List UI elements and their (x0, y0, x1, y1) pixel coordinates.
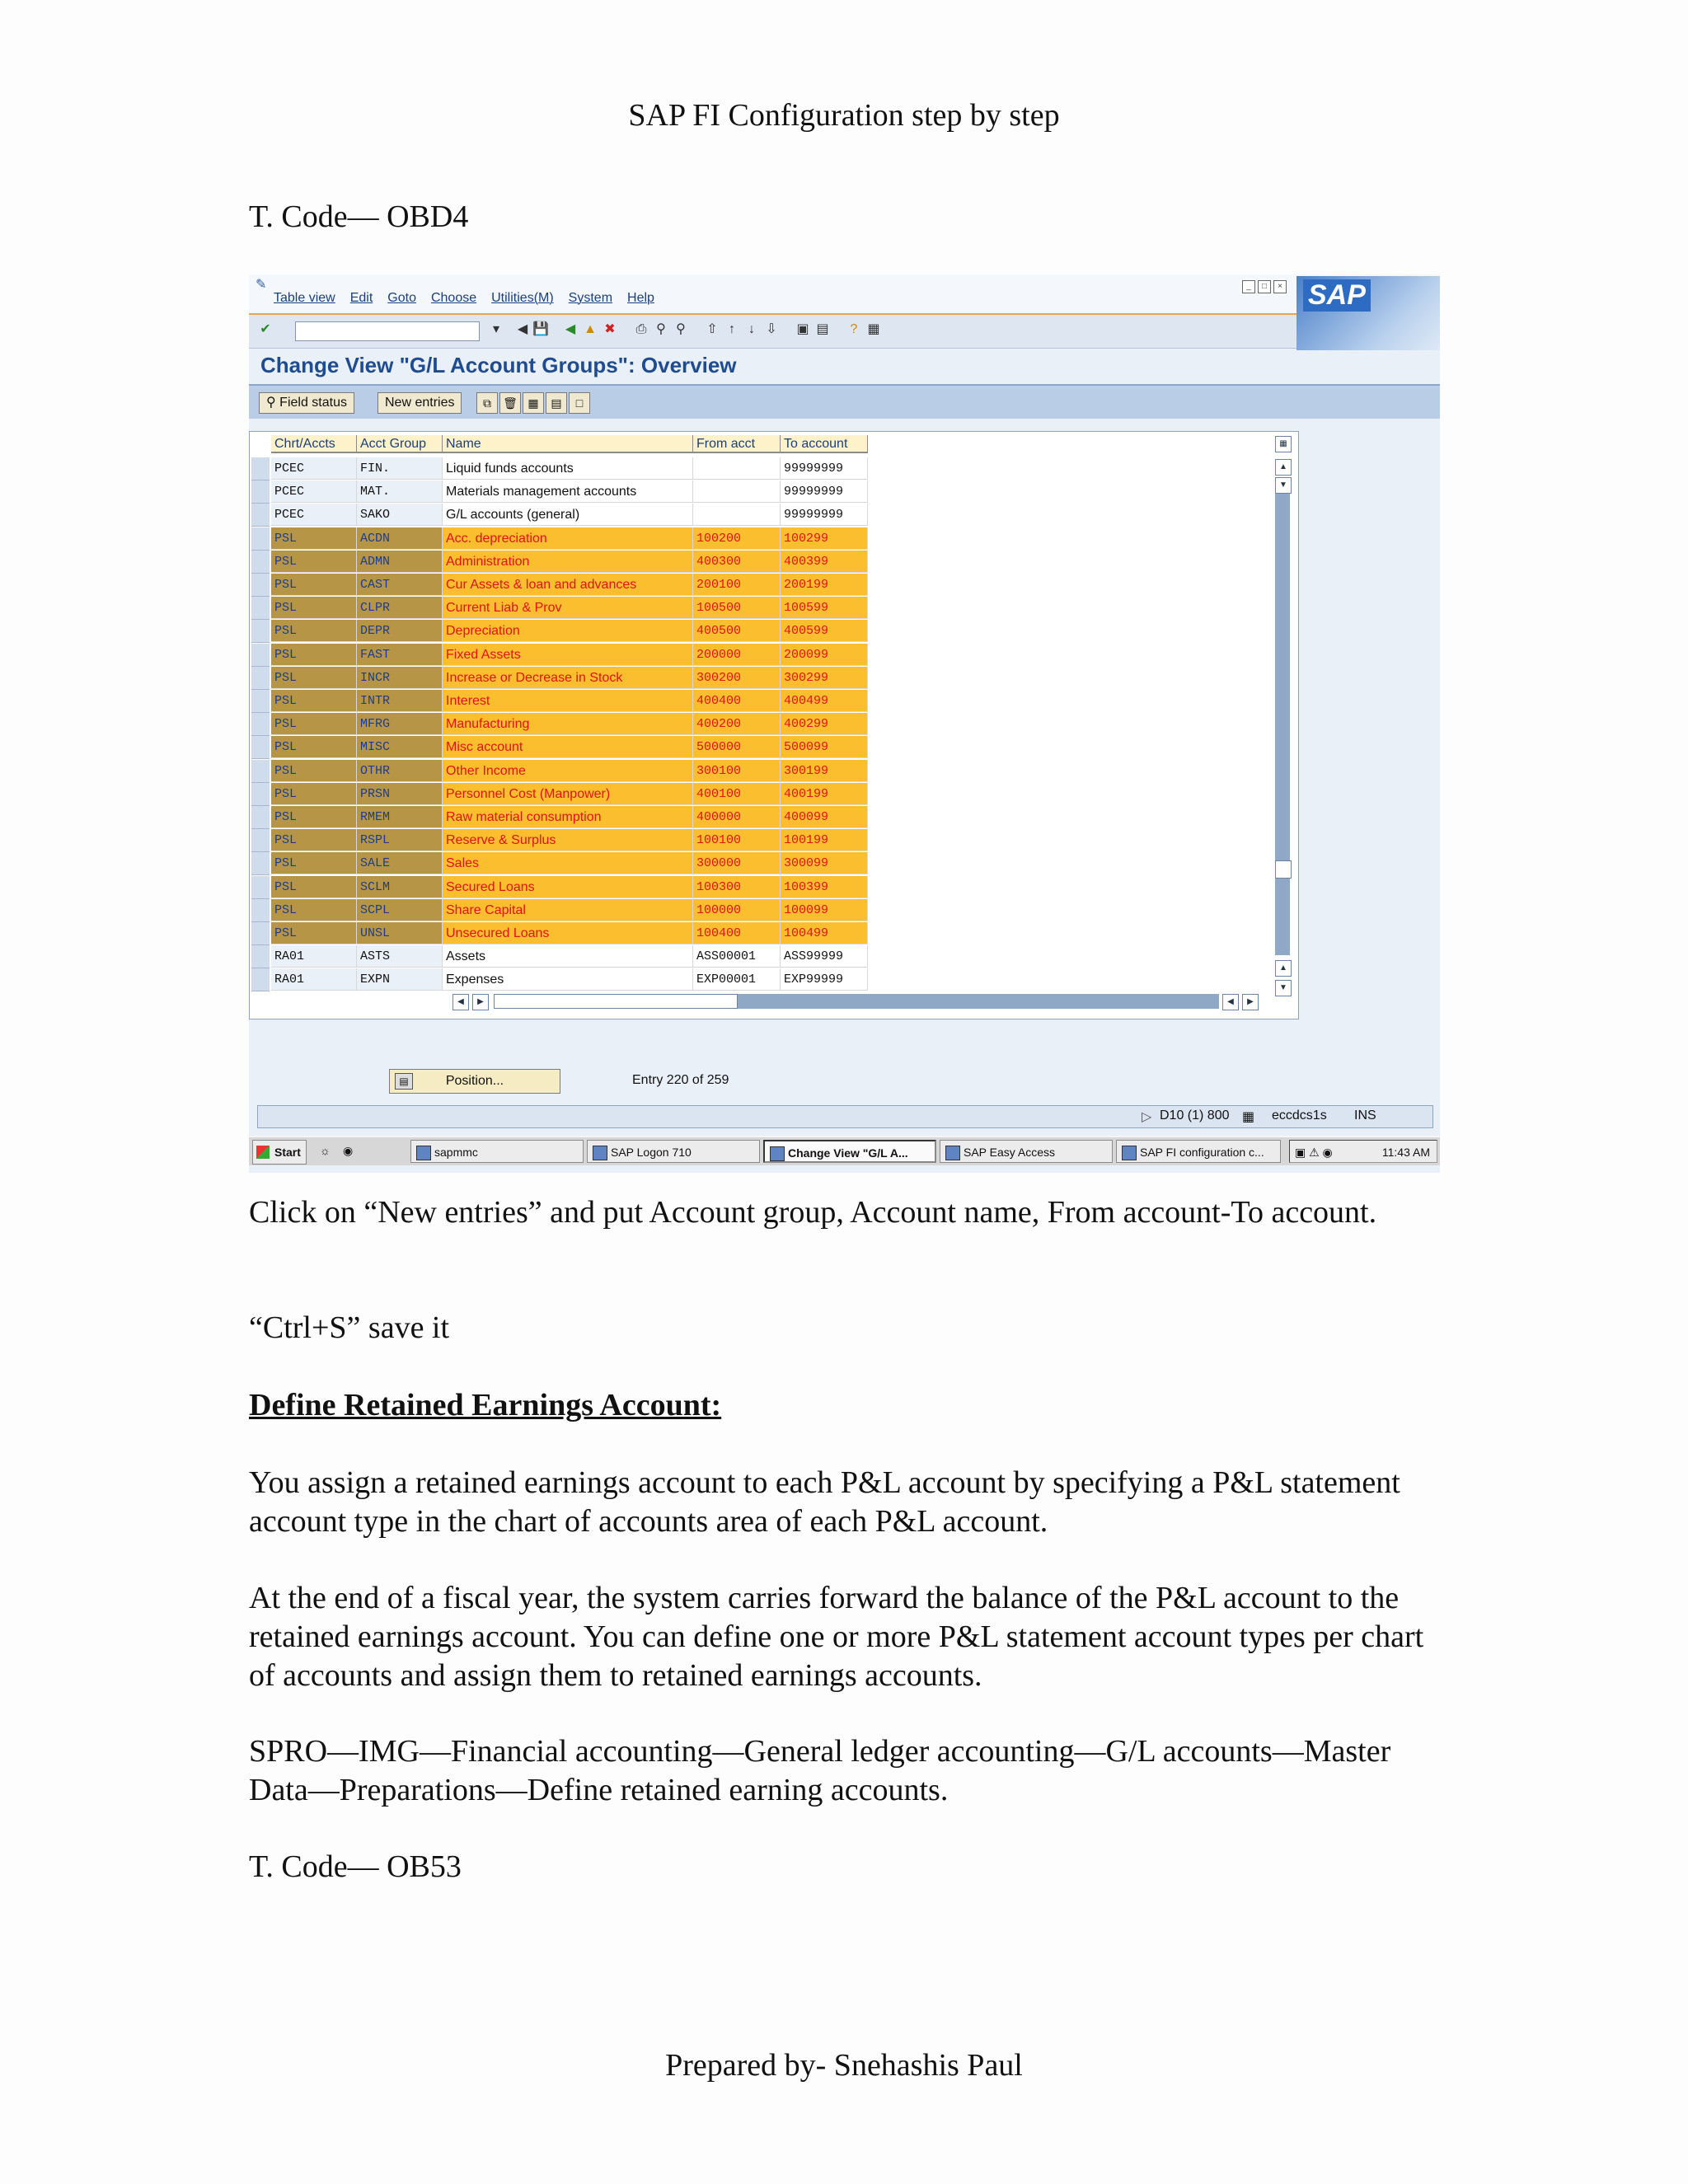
cell-chart[interactable]: PSL (271, 574, 357, 596)
window-buttons (1242, 278, 1289, 293)
cell-name[interactable]: Personnel Cost (Manpower) (443, 783, 693, 805)
cell-from[interactable]: 300000 (693, 852, 781, 874)
last-page-icon[interactable]: ⇩ (766, 322, 777, 336)
cell-to[interactable]: 300299 (781, 667, 868, 689)
cell-from[interactable]: 200100 (693, 574, 781, 596)
cell-to[interactable]: 100099 (781, 899, 868, 921)
cell-chart[interactable]: PSL (271, 876, 357, 898)
insert-mode: INS (1354, 1108, 1376, 1122)
cell-to[interactable]: 100399 (781, 876, 868, 898)
cell-chart[interactable]: PSL (271, 829, 357, 851)
horizontal-scroll-thumb[interactable] (494, 994, 738, 1009)
cell-to[interactable]: 500099 (781, 736, 868, 758)
paragraph-save: “Ctrl+S” save it (249, 1310, 450, 1345)
print-icon[interactable]: ⎙ (635, 322, 647, 336)
cell-chart[interactable]: PSL (271, 597, 357, 619)
cell-chart[interactable]: PSL (271, 922, 357, 944)
cell-from[interactable]: 400500 (693, 620, 781, 642)
field-status-button[interactable]: ⚲ Field status (259, 392, 354, 414)
cancel-icon[interactable]: ✖ (604, 322, 616, 336)
cell-chart[interactable]: RA01 (271, 945, 357, 968)
menu-item[interactable]: Edit (349, 291, 373, 305)
new-session-icon[interactable]: ▣ (796, 322, 809, 336)
find-next-icon[interactable]: ⚲ (676, 322, 686, 336)
column-header[interactable]: Name (443, 435, 693, 453)
close-window-icon[interactable]: × (1273, 280, 1287, 293)
cell-from[interactable] (693, 480, 781, 503)
menu-item[interactable]: Table view (274, 291, 335, 305)
cell-name[interactable]: Interest (443, 690, 693, 712)
cell-group[interactable]: SCPL (357, 899, 443, 921)
scroll-down-bottom-icon[interactable]: ▼ (1275, 980, 1292, 996)
cell-chart[interactable]: PCEC (271, 504, 357, 526)
vertical-scrollbar[interactable] (1273, 436, 1292, 1010)
cell-group[interactable]: INTR (357, 690, 443, 712)
cell-name[interactable]: Cur Assets & loan and advances (443, 574, 693, 596)
enter-icon[interactable]: ✔ (260, 322, 271, 336)
shortcut-icon[interactable]: ▤ (816, 322, 829, 336)
menu-item[interactable]: Choose (430, 291, 477, 305)
row-selector[interactable] (251, 644, 270, 667)
cell-to[interactable]: 400099 (781, 806, 868, 828)
cell-name[interactable]: G/L accounts (general) (443, 504, 693, 526)
scroll-thumb[interactable] (1275, 860, 1292, 879)
cell-from[interactable]: 100000 (693, 899, 781, 921)
cell-from[interactable]: 300100 (693, 760, 781, 782)
cell-group[interactable]: EXPN (357, 968, 443, 991)
row-selector[interactable] (251, 829, 270, 852)
row-selector[interactable] (251, 922, 270, 945)
windows-logo-icon (256, 1146, 270, 1159)
scroll-down-icon[interactable]: ▼ (1275, 477, 1292, 494)
entry-counter: Entry 220 of 259 (632, 1073, 729, 1087)
account-groups-table (249, 431, 1299, 1019)
cell-name[interactable]: Misc account (443, 736, 693, 758)
cell-to[interactable]: 100199 (781, 829, 868, 851)
cell-name[interactable]: Administration (443, 551, 693, 573)
cell-chart[interactable]: PCEC (271, 457, 357, 480)
menu-item[interactable]: Utilities(M) (491, 291, 554, 305)
row-selector[interactable] (251, 736, 270, 759)
back-arrow-icon[interactable]: ◀ (517, 322, 528, 336)
magnifier-icon: ⚲ (266, 396, 276, 410)
cell-to[interactable]: 99999999 (781, 504, 868, 526)
task-icon (1122, 1146, 1137, 1160)
application-toolbar (249, 384, 1440, 419)
cell-group[interactable]: MFRG (357, 713, 443, 735)
column-header[interactable]: Acct Group (357, 435, 443, 453)
column-header[interactable]: Chrt/Accts (271, 435, 357, 453)
cell-from[interactable]: 100100 (693, 829, 781, 851)
menu-item[interactable]: System (568, 291, 613, 305)
windows-taskbar (249, 1136, 1440, 1165)
cell-chart[interactable]: PSL (271, 736, 357, 758)
cell-to[interactable]: 100599 (781, 597, 868, 619)
row-selector[interactable] (251, 504, 270, 527)
tcode-obd4: T. Code— OBD4 (249, 199, 469, 234)
next-page-icon[interactable]: ↓ (748, 322, 755, 336)
status-expand-icon[interactable]: ▷ (1142, 1110, 1152, 1124)
cell-to[interactable]: 200199 (781, 574, 868, 596)
previous-page-icon[interactable]: ↑ (729, 322, 735, 336)
cell-chart[interactable]: PSL (271, 852, 357, 874)
cell-to[interactable]: 200099 (781, 644, 868, 666)
cell-from[interactable]: 400100 (693, 783, 781, 805)
scroll-left-icon[interactable]: ◀ (452, 994, 469, 1010)
task-icon (770, 1146, 785, 1161)
task-icon (416, 1146, 431, 1160)
menu-bar (249, 274, 1440, 315)
deselect-all-icon[interactable]: □ (569, 392, 590, 414)
cell-chart[interactable]: PSL (271, 551, 357, 573)
tray-icons: ▣ ⚠ ◉ (1295, 1146, 1333, 1159)
column-header[interactable]: To account (781, 435, 868, 453)
cell-group[interactable]: OTHR (357, 760, 443, 782)
cell-from[interactable]: 500000 (693, 736, 781, 758)
cell-name[interactable]: Materials management accounts (443, 480, 693, 503)
quicklaunch-browser-icon[interactable]: ◉ (343, 1144, 354, 1157)
row-selector[interactable] (251, 760, 270, 783)
cell-chart[interactable]: PSL (271, 783, 357, 805)
row-selector[interactable] (251, 620, 270, 643)
document-footer: Prepared by- Snehashis Paul (665, 2048, 1023, 2083)
system-dropdown-icon[interactable]: ▦ (1242, 1110, 1255, 1124)
row-selector[interactable] (251, 783, 270, 806)
document-header: SAP FI Configuration step by step (628, 98, 1060, 133)
menu-item[interactable]: Goto (387, 291, 416, 305)
cell-from[interactable] (693, 504, 781, 526)
row-selector[interactable] (251, 457, 270, 480)
cell-chart[interactable]: PSL (271, 806, 357, 828)
scroll-up-icon[interactable]: ▲ (1275, 459, 1292, 476)
row-selector[interactable] (251, 667, 270, 690)
row-selector[interactable] (251, 690, 270, 713)
help-icon[interactable]: ? (850, 322, 858, 336)
cell-chart[interactable]: PSL (271, 760, 357, 782)
cell-group[interactable]: CAST (357, 574, 443, 596)
row-selector[interactable] (251, 551, 270, 574)
task-icon (945, 1146, 960, 1160)
cell-to[interactable]: 100299 (781, 527, 868, 550)
cell-to[interactable]: 100499 (781, 922, 868, 944)
restore-icon[interactable]: □ (1258, 280, 1271, 293)
cell-to[interactable]: 400399 (781, 551, 868, 573)
row-selector[interactable] (251, 713, 270, 736)
row-selector[interactable] (251, 899, 270, 922)
sap-logo: SAP (1296, 276, 1440, 350)
select-all-icon[interactable]: ▦ (523, 392, 544, 414)
server-name: eccdcs1s (1272, 1108, 1327, 1122)
exit-icon[interactable]: ▲ (584, 322, 597, 336)
column-config-icon[interactable]: ▦ (1275, 436, 1292, 452)
sap-screenshot (249, 274, 1440, 1173)
section-heading: Define Retained Earnings Account: (249, 1388, 722, 1422)
row-selector[interactable] (251, 480, 270, 504)
cell-from[interactable]: 400300 (693, 551, 781, 573)
menu-items (274, 291, 669, 306)
cell-group[interactable]: UNSL (357, 922, 443, 944)
cell-group[interactable]: SCLM (357, 876, 443, 898)
cell-to[interactable]: 300199 (781, 760, 868, 782)
row-selector[interactable] (251, 876, 270, 899)
cell-name[interactable]: Increase or Decrease in Stock (443, 667, 693, 689)
cell-name[interactable]: Unsecured Loans (443, 922, 693, 944)
cell-group[interactable]: CLPR (357, 597, 443, 619)
cell-name[interactable]: Liquid funds accounts (443, 457, 693, 480)
taskbar-task[interactable]: SAP FI configuration c... (1116, 1140, 1281, 1163)
cell-chart[interactable]: PSL (271, 690, 357, 712)
cell-group[interactable]: MAT. (357, 480, 443, 503)
cell-group[interactable]: FAST (357, 644, 443, 666)
delete-icon[interactable]: 🗑 (499, 392, 521, 414)
paragraph-fiscal-year: At the end of a fiscal year, the system carries forward the balance of the P&L account to the retained earnings account. You can define one or more P&L statement account types per chart of accounts and assign them to retained earnings accounts. (249, 1581, 1424, 1693)
cell-name[interactable]: Share Capital (443, 899, 693, 921)
cell-name[interactable]: Reserve & Surplus (443, 829, 693, 851)
cell-to[interactable]: ASS99999 (781, 945, 868, 968)
cell-name[interactable]: Acc. depreciation (443, 527, 693, 550)
taskbar-task[interactable]: SAP Logon 710 (587, 1140, 760, 1163)
cell-name[interactable]: Expenses (443, 968, 693, 991)
find-icon[interactable]: ⚲ (656, 322, 666, 336)
new-entries-button[interactable]: New entries (377, 392, 462, 414)
row-selector[interactable] (251, 527, 270, 551)
scroll-up-bottom-icon[interactable]: ▲ (1275, 960, 1292, 977)
copy-icon[interactable]: ⧉ (476, 392, 498, 414)
cell-name[interactable]: Sales (443, 852, 693, 874)
task-icon (593, 1146, 607, 1160)
cell-from[interactable]: ASS00001 (693, 945, 781, 968)
cell-name[interactable]: Other Income (443, 760, 693, 782)
cell-from[interactable]: 100200 (693, 527, 781, 550)
scroll-right-end-icon[interactable]: ▶ (1242, 994, 1259, 1010)
cell-to[interactable]: EXP99999 (781, 968, 868, 991)
row-selector[interactable] (251, 806, 270, 829)
row-selector[interactable] (251, 945, 270, 968)
command-field[interactable] (295, 321, 480, 341)
cell-to[interactable]: 99999999 (781, 457, 868, 480)
cell-name[interactable]: Manufacturing (443, 713, 693, 735)
start-button[interactable]: Start (252, 1140, 307, 1165)
cell-group[interactable]: INCR (357, 667, 443, 689)
cell-to[interactable]: 400199 (781, 783, 868, 805)
screen-title: Change View "G/L Account Groups": Overview (260, 353, 737, 377)
status-bar (257, 1105, 1433, 1128)
taskbar-task[interactable]: SAP Easy Access (940, 1140, 1113, 1163)
cell-from[interactable]: 200000 (693, 644, 781, 666)
cell-group[interactable]: SAKO (357, 504, 443, 526)
column-header[interactable]: From acct (693, 435, 781, 453)
cell-name[interactable]: Fixed Assets (443, 644, 693, 666)
paragraph-new-entries: Click on “New entries” and put Account group, Account name, From account-To account. (249, 1195, 1377, 1230)
cell-to[interactable]: 300099 (781, 852, 868, 874)
cell-name[interactable]: Current Liab & Prov (443, 597, 693, 619)
horizontal-scrollbar[interactable] (448, 992, 1272, 1010)
cell-group[interactable]: ASTS (357, 945, 443, 968)
minimize-icon[interactable]: _ (1242, 280, 1255, 293)
row-selector[interactable] (251, 597, 270, 620)
layout-menu-icon[interactable]: ▦ (867, 322, 880, 336)
cell-from[interactable]: EXP00001 (693, 968, 781, 991)
cell-group[interactable]: MISC (357, 736, 443, 758)
dropdown-icon[interactable]: ▾ (492, 322, 500, 336)
first-page-icon[interactable]: ⇧ (706, 322, 718, 336)
cell-from[interactable]: 100400 (693, 922, 781, 944)
cell-from[interactable]: 100500 (693, 597, 781, 619)
cell-from[interactable]: 400200 (693, 713, 781, 735)
cell-group[interactable]: ADMN (357, 551, 443, 573)
cell-from[interactable]: 400000 (693, 806, 781, 828)
cell-group[interactable]: SALE (357, 852, 443, 874)
cell-chart[interactable]: PSL (271, 644, 357, 666)
cell-group[interactable]: DEPR (357, 620, 443, 642)
cell-name[interactable]: Secured Loans (443, 876, 693, 898)
cell-from[interactable] (693, 457, 781, 480)
cell-chart[interactable]: PSL (271, 713, 357, 735)
scroll-left-end-icon[interactable]: ◀ (1222, 994, 1239, 1010)
system-info: D10 (1) 800 (1160, 1108, 1230, 1122)
cell-group[interactable]: RSPL (357, 829, 443, 851)
cell-chart[interactable]: RA01 (271, 968, 357, 991)
taskbar-clock: ▣ ⚠ ◉ 11:43 AM (1289, 1140, 1437, 1163)
cell-from[interactable]: 300200 (693, 667, 781, 689)
cell-chart[interactable]: PSL (271, 899, 357, 921)
tcode-ob53: T. Code— OB53 (249, 1849, 462, 1884)
cell-chart[interactable]: PSL (271, 527, 357, 550)
save-icon[interactable]: 💾 (532, 322, 549, 336)
paragraph-assign: You assign a retained earnings account to each P&L account by specifying a P&L statement account type in the chart of accounts area of each P&L account. (249, 1465, 1400, 1539)
cell-name[interactable]: Assets (443, 945, 693, 968)
cell-chart[interactable]: PSL (271, 667, 357, 689)
taskbar-task[interactable]: Change View "G/L A... (763, 1140, 936, 1163)
cell-name[interactable]: Raw material consumption (443, 806, 693, 828)
cell-to[interactable]: 400499 (781, 690, 868, 712)
menu-item[interactable]: Help (627, 291, 654, 305)
cell-from[interactable]: 400400 (693, 690, 781, 712)
cell-group[interactable]: RMEM (357, 806, 443, 828)
cell-group[interactable]: FIN. (357, 457, 443, 480)
position-button[interactable]: ▤ Position... (389, 1069, 560, 1094)
scroll-right-icon[interactable]: ▶ (472, 994, 489, 1010)
cell-to[interactable]: 400599 (781, 620, 868, 642)
cell-to[interactable]: 99999999 (781, 480, 868, 503)
cell-name[interactable]: Depreciation (443, 620, 693, 642)
back-icon[interactable]: ◀ (565, 322, 576, 336)
row-selector[interactable] (251, 574, 270, 597)
position-icon: ▤ (395, 1073, 413, 1090)
cell-from[interactable]: 100300 (693, 876, 781, 898)
select-block-icon[interactable]: ▤ (546, 392, 567, 414)
cell-chart[interactable]: PCEC (271, 480, 357, 503)
quicklaunch-ie-icon[interactable]: ☼ (320, 1144, 331, 1157)
cell-group[interactable]: PRSN (357, 783, 443, 805)
row-selector[interactable] (251, 968, 270, 991)
paragraph-spro-path: SPRO—IMG—Financial accounting—General ledger accounting—G/L accounts—Master Data—Preparations—Define retained earning accounts. (249, 1734, 1391, 1807)
taskbar-task[interactable]: sapmmc (410, 1140, 584, 1163)
row-selector[interactable] (251, 852, 270, 875)
menu-icon[interactable]: ✎ (256, 278, 267, 292)
cell-to[interactable]: 400299 (781, 713, 868, 735)
cell-group[interactable]: ACDN (357, 527, 443, 550)
cell-chart[interactable]: PSL (271, 620, 357, 642)
standard-toolbar (249, 315, 1296, 349)
